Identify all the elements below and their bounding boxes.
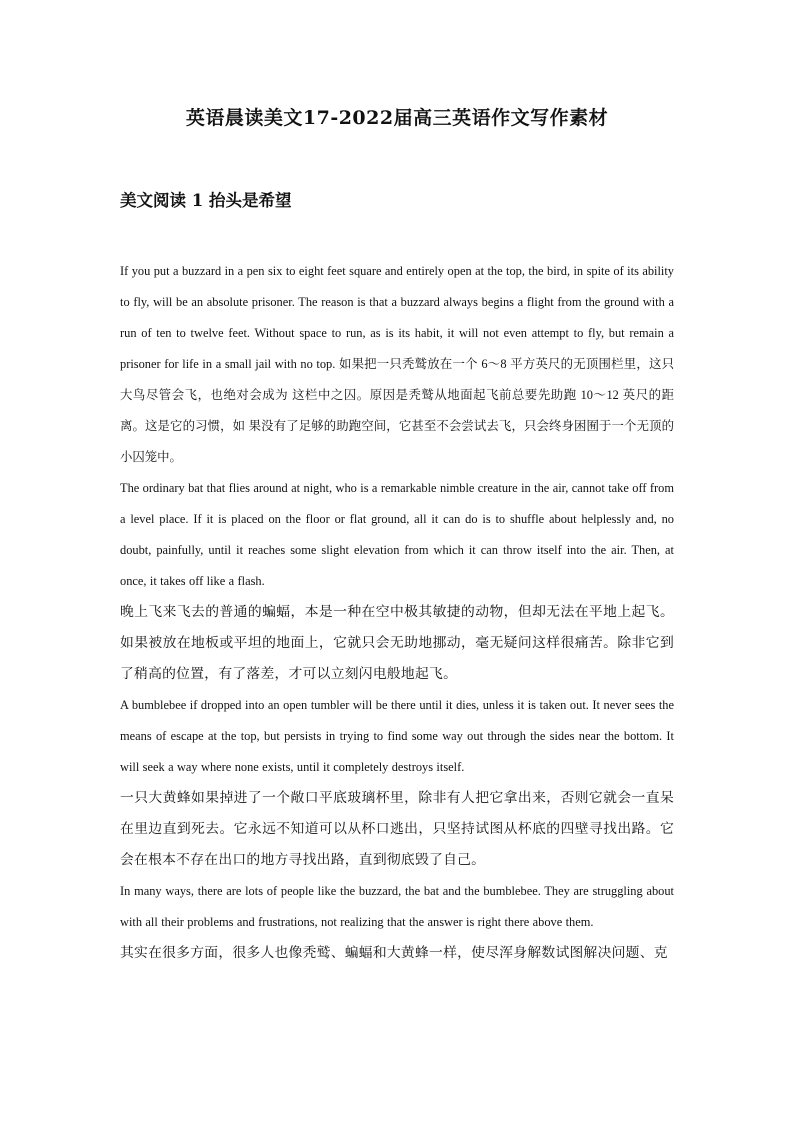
paragraph-people-zh: 其实在很多方面，很多人也像秃鹫、蝙蝠和大黄蜂一样，使尽浑身解数试图解决问题、克 xyxy=(120,945,668,961)
paragraph-bumblebee-en: A bumblebee if dropped into an open tumbler will be there until it dies, unless it is taken out. It never sees the means of escape at the top, but persists in trying to find some way out through the sides near the bottom. It will seek a way where none exists, until it completely destroys itself. xyxy=(120,698,674,774)
page-title: 英语晨读美文17-2022届高三英语作文写作素材 xyxy=(185,107,609,129)
paragraph-bumblebee-zh: 一只大黄蜂如果掉进了一个敞口平底玻璃杯里，除非有人把它拿出来，否则它就会一直呆在里边直到死去。它永远不知道可以从杯口逃出，只坚持试图从杯底的四壁寻找出路。它会在根本不存在出口的地方寻找出路，直到彻底毁了自己。 xyxy=(120,790,674,868)
paragraph-bat-en: The ordinary bat that flies around at night, who is a remarkable nimble creature in the air, cannot take off from a level place. If it is placed on the floor or flat ground, all it can do is to shuffle about helplessly and, no doubt, painfully, until it reaches some slight elevation from which it can throw itself into the air. Then, at once, it takes off like a flash. xyxy=(120,481,674,588)
article-body xyxy=(120,256,674,969)
section-heading: 美文阅读 1 抬头是希望 xyxy=(120,191,292,210)
paragraph-people-en: In many ways, there are lots of people like the buzzard, the bat and the bumblebee. They are struggling about with all their problems and frustrations, not realizing that the answer is right there above them. xyxy=(120,884,674,929)
paragraph-buzzard: If you put a buzzard in a pen six to eight feet square and entirely open at the top, the bird, in spite of its ability to fly, will be an absolute prisoner. The reason is that a buzzard always begins a flight from the ground with a run of ten to twelve feet. Without space to run, as is its habit, it will not even attempt to fly, but remain a prisoner for life in a small jail with no top. 如果把一只秃鹫放在一个 6～8 平方英尺的无顶围栏里，这只大鸟尽管会飞，也绝对会成为 这栏中之囚。原因是秃鹫从地面起飞前总要先助跑 10～12 英尺的距离。这是它的习惯，如 果没有了足够的助跑空间，它甚至不会尝试去飞，只会终身困囿于一个无顶的小囚笼中。 xyxy=(120,264,674,464)
paragraph-bat-zh: 晚上飞来飞去的普通的蝙蝠，本是一种在空中极其敏捷的动物，但却无法在平地上起飞。如果被放在地板或平坦的地面上，它就只会无助地挪动，毫无疑问这样很痛苦。除非它到了稍高的位置，有了落差，才可以立刻闪电般地起飞。 xyxy=(120,604,674,682)
